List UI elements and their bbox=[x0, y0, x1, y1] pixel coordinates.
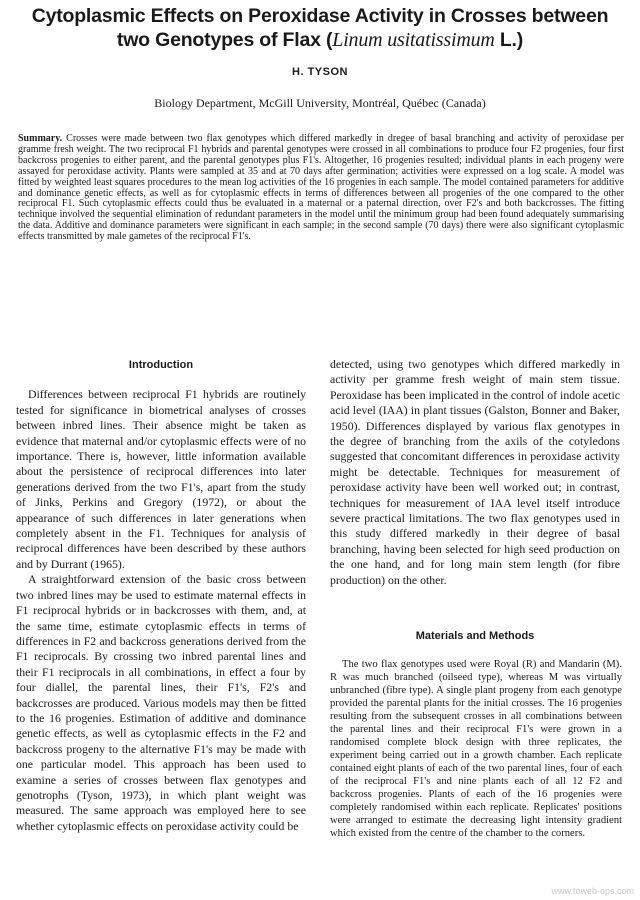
species-name: Linum usitatissimum bbox=[332, 29, 495, 51]
introduction-paragraph-3: detected, using two genotypes which differed markedly in activity per gramme fresh weight of main stem tissue. Peroxidase has been implicated in the control of indole acetic acid level (IAA) in plant tissues (Galston, Bonner and Baker, 1950). Differences displayed by various flax genotypes in the degree of branching from the axils of the cotyledons suggested that concomitant differences in peroxidase activity might be detectable. Techniques for measurement of peroxidase activity have been well worked out; in contrast, techniques for measurement of IAA level itself introduce severe practical limitations. The two flax genotypes used in this study differed markedly in their degree of basal branching, having been selected for high seed production on the one hand, and for long main stem length (for fibre production) on the other. bbox=[330, 357, 620, 587]
summary-text: Crosses were made between two flax genotypes which differed markedly in dregee of basal branching and activity of peroxidase per gramme fresh weight. The two reciprocal F1 hybrids and parental genotypes were crossed in all combinations to produce four F2 progenies, four first backcross progenies to either parent, and the parental genotypes plus F1's. Altogether, 16 progenies resulted; individual plants in each progeny were assayed for peroxidase activity. Plants were sampled at 35 and at 70 days after germination; activities were expressed on a log scale. A model was fitted by weighted least squares procedures to the mean log activities of the 16 progenies in each sample. The model contained parameters for additive and dominance genetic effects, as well as for cytoplasmic effects in terms of differences between all progenies of the one compared to the other reciprocal F1. Such cytoplasmic effects could thus be evaluated in a maternal or a paternal direction, over F2's and both backcrosses. The fitting technique involved the sequential elimination of redundant parameters in the model until the minimum group had been found adequately summarising the data. Additive and dominance parameters were significant in each sample; in the second sample (70 days) there were also significant cytoplasmic effects transmitted by male gametes of the reciprocal F1's. bbox=[18, 133, 625, 243]
title-line-2-suffix: L.) bbox=[494, 29, 524, 51]
paper-title bbox=[20, 4, 620, 52]
title-line-2 bbox=[20, 28, 620, 52]
author-affiliation: Biology Department, McGill University, Montréal, Québec (Canada) bbox=[154, 96, 486, 110]
left-column bbox=[16, 358, 306, 834]
summary-label: Summary. bbox=[18, 133, 63, 144]
watermark: www.toweb-ops.com bbox=[551, 886, 634, 896]
introduction-paragraph-1: Differences between reciprocal F1 hybrids are routinely tested for significance in biometrical analyses of crosses between inbred lines. Their absence might be taken as evidence that maternal and/or cytoplasmic effects were of no importance. There is, however, little information available about the persistence of reciprocal differences into later generations derived from the two F1's, apart from the study of Jinks, Perkins and Gregory (1972), or about the appearance of such differences in later generations when completely absent in the F1. Techniques for analysis of reciprocal differences have been described by these authors and by Durrant (1965). bbox=[16, 387, 306, 571]
introduction-paragraph-2: A straightforward extension of the basic cross between two inbred lines may be used to estimate maternal effects in F1 reciprocal hybrids or in backcrosses with them, and, at the same time, estimate cytoplasmic effects in terms of differences in F2 and backcross generations derived from the F1 reciprocals. By crossing two inbred parental lines and their F1 reciprocals in all combinations, in effect a four by four diallel, the parental lines, their F1's, F2's and backcrosses are produced. Various models may then be fitted to the 16 progenies. Estimation of additive and dominance genetic effects, as well as cytoplasmic effects in the F2 and backcross progeny to the alternative F1's may be made with one particular model. This approach has been used to examine a series of crosses between flax genotypes and genotrophs (Tyson, 1973), in which plant weight was measured. The same approach was employed here to see whether cytoplasmic effects on peroxidase activity could be bbox=[16, 572, 306, 833]
methods-block bbox=[330, 658, 622, 840]
methods-paragraph-1: The two flax genotypes used were Royal (R) and Mandarin (M). R was much branched (oilseed type), whereas M was virtually unbranched (fibre type). A single plant progeny from each genotype provided the parental plants for the initial crosses. The 16 progenies resulting from the subsequent crosses in all combinations between the parental lines and their reciprocal F1's were grown in a randomised complete block design with three replicates, the experiment being carried out in a growth chamber. Each replicate contained eight plants of each of the two parental lines, four of each of the reciprocal F1's and nine plants each of all 12 F2 and backcross progenies. Plants of each of the 16 progenies were completely randomised within each replicate. Replicates' positions were arranged to estimate the decreasing light intensity gradient which existed from the centre of the chamber to the corners. bbox=[330, 659, 622, 839]
introduction-heading: Introduction bbox=[128, 359, 194, 371]
author-name: H. TYSON bbox=[292, 66, 348, 78]
methods-heading: Materials and Methods bbox=[415, 630, 535, 642]
summary-block bbox=[18, 134, 624, 243]
right-column bbox=[330, 357, 620, 588]
title-line-2-prefix: two Genotypes of Flax ( bbox=[116, 29, 333, 51]
title-line-1: Cytoplasmic Effects on Peroxidase Activity in Crosses between bbox=[31, 5, 609, 27]
